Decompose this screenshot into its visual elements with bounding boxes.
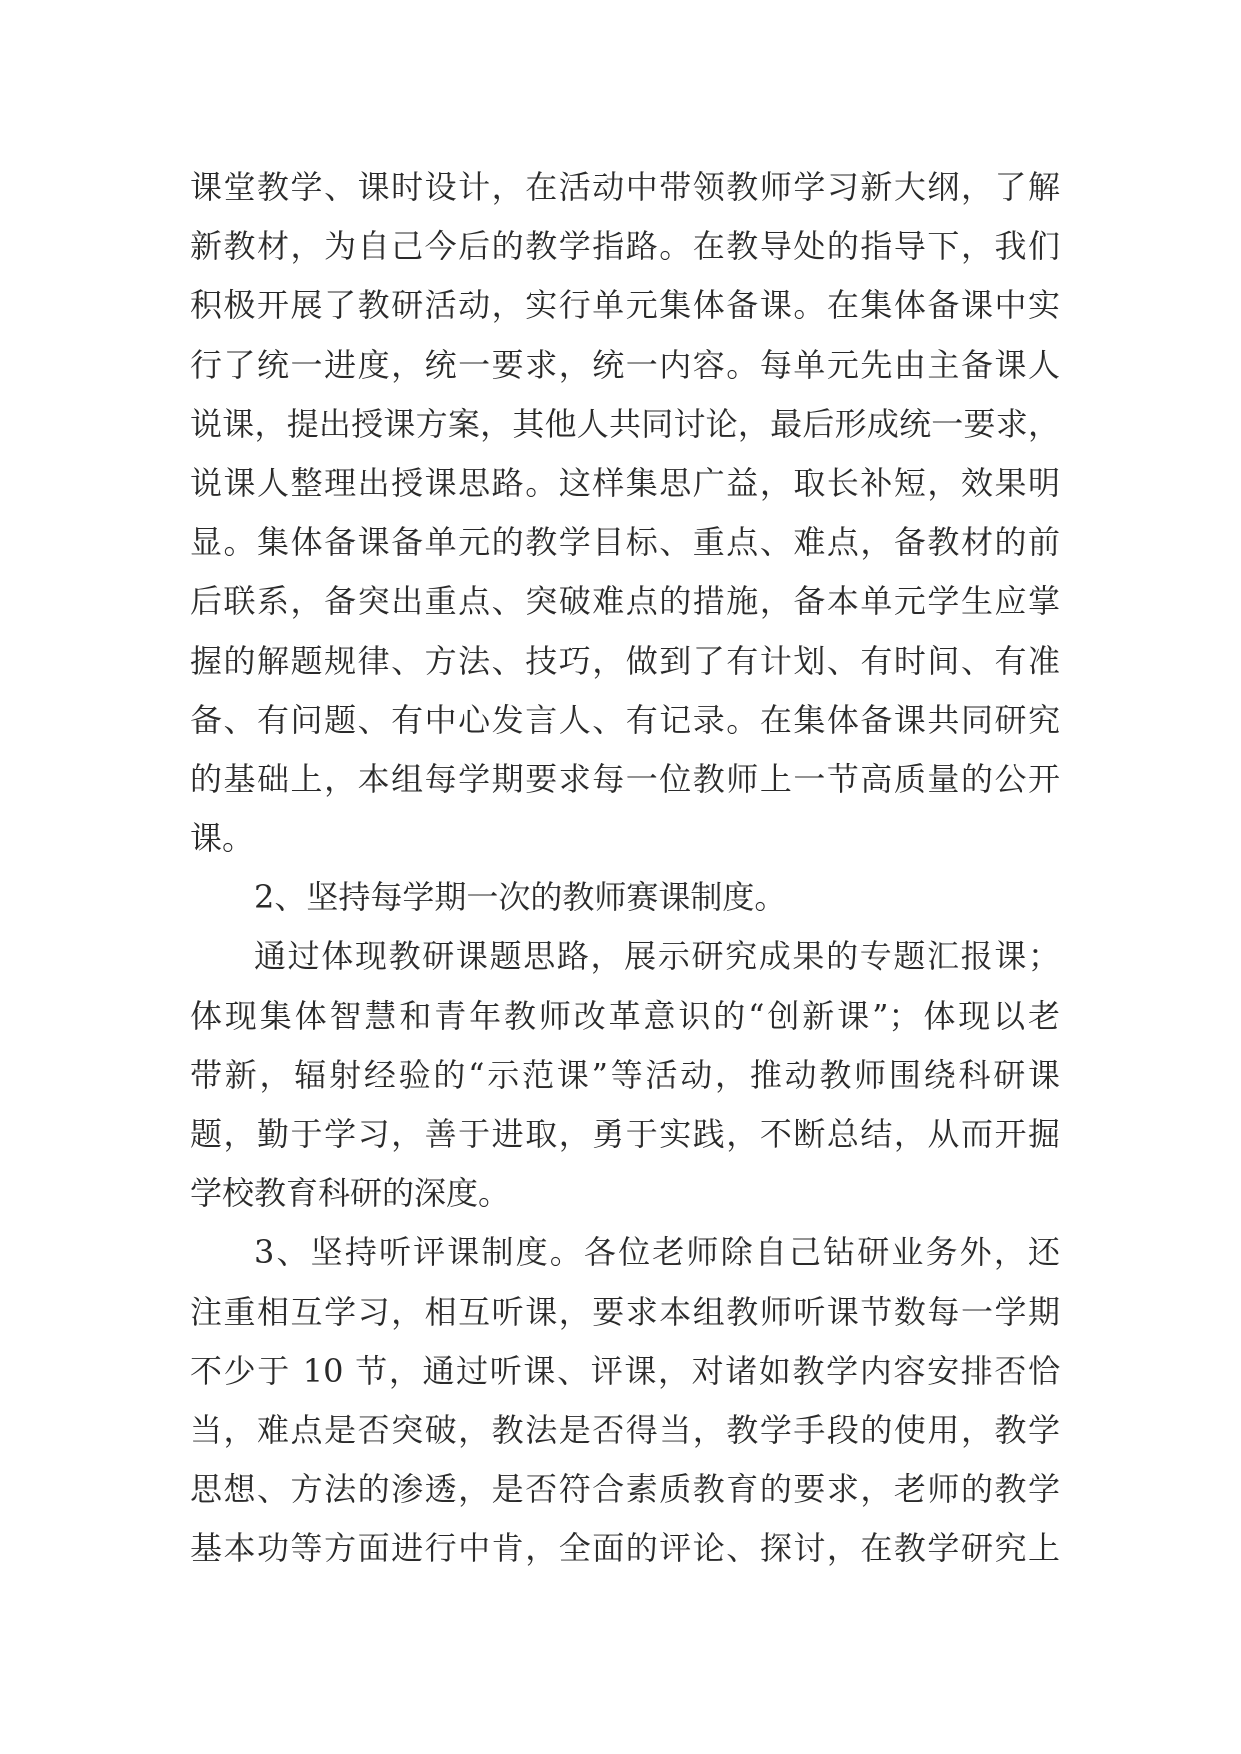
- text-line: 体现集体智慧和青年教师改革意识的“创新课”；体现以老: [190, 996, 1060, 1035]
- text-line: 积极开展了教研活动，实行单元集体备课。在集体备课中实: [190, 286, 1060, 325]
- document-body: [190, 158, 1060, 1579]
- text-line: 后联系，备突出重点、突破难点的措施，备本单元学生应掌: [190, 582, 1060, 621]
- text-line: 当，难点是否突破，教法是否得当，教学手段的使用，教学: [190, 1410, 1060, 1449]
- text-line: 行了统一进度，统一要求，统一内容。每单元先由主备课人: [190, 345, 1060, 384]
- text-line: 注重相互学习，相互听课，要求本组教师听课节数每一学期: [190, 1292, 1060, 1331]
- text-line: 显。集体备课备单元的教学目标、重点、难点，备教材的前: [190, 523, 1060, 562]
- paragraph-first-line: 通过体现教研课题思路，展示研究成果的专题汇报课；: [254, 937, 1060, 976]
- text-line: 带新，辐射经验的“示范课”等活动，推动教师围绕科研课: [190, 1055, 1060, 1094]
- text-line: 的基础上，本组每学期要求每一位教师上一节高质量的公开: [190, 759, 1060, 798]
- section-heading-2: 2、坚持每学期一次的教师赛课制度。: [254, 878, 787, 917]
- text-line: 新教材，为自己今后的教学指路。在教导处的指导下，我们: [190, 227, 1060, 266]
- text-line: 说课，提出授课方案，其他人共同讨论，最后形成统一要求，: [190, 404, 1060, 443]
- text-line: 说课人整理出授课思路。这样集思广益，取长补短，效果明: [190, 463, 1060, 502]
- text-line: 握的解题规律、方法、技巧，做到了有计划、有时间、有准: [190, 641, 1060, 680]
- text-line: 不少于 10 节，通过听课、评课，对诸如教学内容安排否恰: [190, 1351, 1060, 1390]
- text-line: 学校教育科研的深度。: [190, 1174, 511, 1213]
- text-line: 备、有问题、有中心发言人、有记录。在集体备课共同研究: [190, 700, 1060, 739]
- section-heading-3: 3、坚持听评课制度。各位老师除自己钻研业务外，还: [254, 1233, 1060, 1272]
- text-line: 题，勤于学习，善于进取，勇于实践，不断总结，从而开掘: [190, 1115, 1060, 1153]
- text-line: 课堂教学、课时设计，在活动中带领教师学习新大纲，了解: [190, 168, 1060, 206]
- text-line: 课。: [190, 819, 255, 858]
- text-line: 思想、方法的渗透，是否符合素质教育的要求，老师的教学: [190, 1470, 1060, 1509]
- text-line: 基本功等方面进行中肯，全面的评论、探讨，在教学研究上: [190, 1529, 1060, 1568]
